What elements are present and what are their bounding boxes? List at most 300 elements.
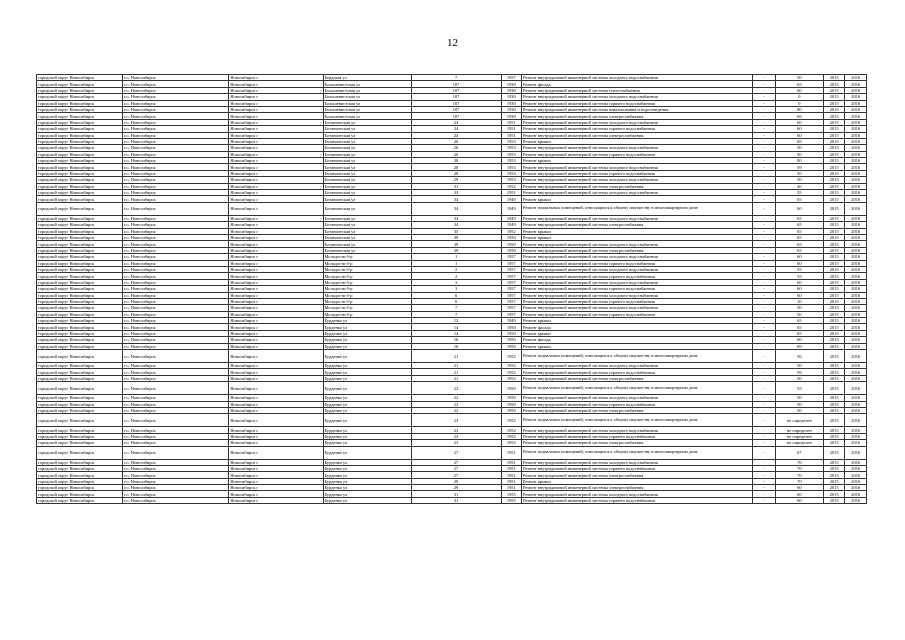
house-number-cell: 23 <box>411 440 501 446</box>
house-number-cell: 107 <box>411 87 501 93</box>
table-row <box>37 382 867 395</box>
house-number-cell: 26 <box>411 151 501 157</box>
district-cell: городской округ Новосибирск <box>37 145 123 151</box>
placeholder-cell: - <box>753 222 776 228</box>
work-type-cell: Ремонт подвальных помещений, относящихся к общему имуществу в многоквартирном доме <box>522 382 753 395</box>
city-cell: Новосибирск г <box>229 311 323 317</box>
cost-cell: 50 <box>775 305 823 311</box>
locality-cell: г.о. Новосибирск <box>122 298 228 304</box>
house-number-cell: 31 <box>411 491 501 497</box>
end-year-cell: 2016 <box>845 305 867 311</box>
work-type-cell: Ремонт фасада <box>522 81 753 87</box>
cost-cell: 55 <box>775 273 823 279</box>
street-cell: Бурденко ул <box>323 337 411 343</box>
start-year-cell: 2015 <box>823 298 844 304</box>
work-type-cell: Ремонт внутридомовой инженерной системы холодного водоснабжения <box>522 145 753 151</box>
street-cell: Ботаническая ул <box>323 138 411 144</box>
locality-cell: г.о. Новосибирск <box>122 440 228 446</box>
district-cell: городской округ Новосибирск <box>37 343 123 349</box>
house-number-cell: 24 <box>411 119 501 125</box>
district-cell: городской округ Новосибирск <box>37 190 123 196</box>
district-cell: городской округ Новосибирск <box>37 298 123 304</box>
end-year-cell: 2016 <box>845 151 867 157</box>
cost-cell: 70 <box>775 478 823 484</box>
placeholder-cell: - <box>753 382 776 395</box>
build-year-cell: 1953 <box>501 151 521 157</box>
city-cell: Новосибирск г <box>229 478 323 484</box>
locality-cell: г.о. Новосибирск <box>122 100 228 106</box>
start-year-cell: 2015 <box>823 106 844 112</box>
work-type-cell: Ремонт внутридомовой инженерной системы горячего водоснабжения <box>522 126 753 132</box>
start-year-cell: 2015 <box>823 170 844 176</box>
end-year-cell: 2016 <box>845 266 867 272</box>
build-year-cell: 1957 <box>501 279 521 285</box>
district-cell: городской округ Новосибирск <box>37 330 123 336</box>
work-type-cell: Ремонт внутридомовой инженерной системы холодного водоснабжения <box>522 279 753 285</box>
start-year-cell: 2015 <box>823 94 844 100</box>
street-cell: Бурденко ул <box>323 485 411 491</box>
city-cell: Новосибирск г <box>229 132 323 138</box>
locality-cell: г.о. Новосибирск <box>122 132 228 138</box>
start-year-cell: 2015 <box>823 478 844 484</box>
start-year-cell: 2015 <box>823 119 844 125</box>
work-type-cell: Ремонт внутридомовой инженерной системы горячего водоснабжения <box>522 465 753 471</box>
street-cell: Бурденко ул <box>323 465 411 471</box>
locality-cell: г.о. Новосибирск <box>122 190 228 196</box>
start-year-cell: 2015 <box>823 202 844 215</box>
street-cell: Ботаническая ул <box>323 190 411 196</box>
city-cell: Новосибирск г <box>229 87 323 93</box>
build-year-cell: 1949 <box>501 222 521 228</box>
cost-cell: 59 <box>775 164 823 170</box>
locality-cell: г.о. Новосибирск <box>122 305 228 311</box>
end-year-cell: 2016 <box>845 106 867 112</box>
work-type-cell: Ремонт внутридомовой инженерной системы горячего водоснабжения <box>522 401 753 407</box>
table-row <box>37 497 867 503</box>
district-cell: городской округ Новосибирск <box>37 260 123 266</box>
city-cell: Новосибирск г <box>229 491 323 497</box>
locality-cell: г.о. Новосибирск <box>122 497 228 503</box>
house-number-cell: 33 <box>411 190 501 196</box>
end-year-cell: 2016 <box>845 286 867 292</box>
district-cell: городской округ Новосибирск <box>37 254 123 260</box>
cost-cell: 60 <box>775 485 823 491</box>
end-year-cell: 2016 <box>845 427 867 433</box>
city-cell: Новосибирск г <box>229 375 323 381</box>
work-type-cell: Ремонт внутридомовой инженерной системы холодного водоснабжения <box>522 241 753 247</box>
start-year-cell: 2015 <box>823 369 844 375</box>
start-year-cell: 2015 <box>823 440 844 446</box>
cost-cell: 10 <box>775 298 823 304</box>
cost-cell: 60 <box>775 132 823 138</box>
city-cell: Новосибирск г <box>229 113 323 119</box>
street-cell: Молодости б-р <box>323 311 411 317</box>
street-cell: Бурденко ул <box>323 395 411 401</box>
table-row <box>37 414 867 427</box>
street-cell: Ботаническая ул <box>323 170 411 176</box>
city-cell: Новосибирск г <box>229 440 323 446</box>
locality-cell: г.о. Новосибирск <box>122 215 228 221</box>
cost-cell: 69 <box>775 113 823 119</box>
placeholder-cell: - <box>753 318 776 324</box>
end-year-cell: 2016 <box>845 177 867 183</box>
table-row <box>37 350 867 363</box>
city-cell: Новосибирск г <box>229 363 323 369</box>
cost-cell: 65 <box>775 228 823 234</box>
district-cell: городской округ Новосибирск <box>37 337 123 343</box>
build-year-cell: 1950 <box>501 407 521 413</box>
build-year-cell: 1951 <box>501 472 521 478</box>
district-cell: городской округ Новосибирск <box>37 113 123 119</box>
city-cell: Новосибирск г <box>229 382 323 395</box>
start-year-cell: 2015 <box>823 81 844 87</box>
placeholder-cell: - <box>753 292 776 298</box>
placeholder-cell: - <box>753 375 776 381</box>
street-cell: Ботаническая ул <box>323 222 411 228</box>
locality-cell: г.о. Новосибирск <box>122 478 228 484</box>
work-type-cell: Ремонт внутридомовой инженерной системы холодного водоснабжения <box>522 491 753 497</box>
work-type-cell: Ремонт внутридомовой инженерной системы холодного водоснабжения <box>522 190 753 196</box>
work-type-cell: Ремонт крыши <box>522 228 753 234</box>
work-type-cell: Ремонт внутридомовой инженерной системы холодного водоснабжения <box>522 292 753 298</box>
locality-cell: г.о. Новосибирск <box>122 395 228 401</box>
district-cell: городской округ Новосибирск <box>37 286 123 292</box>
start-year-cell: 2015 <box>823 164 844 170</box>
house-number-cell: 24 <box>411 126 501 132</box>
locality-cell: г.о. Новосибирск <box>122 337 228 343</box>
start-year-cell: 2015 <box>823 382 844 395</box>
end-year-cell: 2016 <box>845 298 867 304</box>
city-cell: Новосибирск г <box>229 369 323 375</box>
street-cell: Молодости б-р <box>323 286 411 292</box>
street-cell: Большевистская ул <box>323 106 411 112</box>
build-year-cell: 1957 <box>501 286 521 292</box>
start-year-cell: 2015 <box>823 318 844 324</box>
district-cell: городской округ Новосибирск <box>37 427 123 433</box>
street-cell: Молодости б-р <box>323 279 411 285</box>
build-year-cell: 1930 <box>501 81 521 87</box>
city-cell: Новосибирск г <box>229 433 323 439</box>
start-year-cell: 2015 <box>823 427 844 433</box>
start-year-cell: 2015 <box>823 100 844 106</box>
work-type-cell: Ремонт внутридомовой инженерной системы холодного водоснабжения <box>522 119 753 125</box>
end-year-cell: 2016 <box>845 94 867 100</box>
locality-cell: г.о. Новосибирск <box>122 375 228 381</box>
locality-cell: г.о. Новосибирск <box>122 266 228 272</box>
locality-cell: г.о. Новосибирск <box>122 254 228 260</box>
district-cell: городской округ Новосибирск <box>37 222 123 228</box>
house-number-cell: 39 <box>411 234 501 240</box>
placeholder-cell: - <box>753 446 776 459</box>
placeholder-cell: - <box>753 305 776 311</box>
house-number-cell: 7 <box>411 305 501 311</box>
locality-cell: г.о. Новосибирск <box>122 273 228 279</box>
house-number-cell: 28 <box>411 158 501 164</box>
placeholder-cell: - <box>753 497 776 503</box>
placeholder-cell: - <box>753 491 776 497</box>
street-cell: Бурденко ул <box>323 433 411 439</box>
locality-cell: г.о. Новосибирск <box>122 363 228 369</box>
start-year-cell: 2015 <box>823 151 844 157</box>
placeholder-cell: - <box>753 183 776 189</box>
work-type-cell: Ремонт внутридомовой инженерной системы холодного водоснабжения <box>522 459 753 465</box>
house-number-cell: 34 <box>411 222 501 228</box>
work-type-cell: Ремонт внутридомовой инженерной системы холодного водоснабжения <box>522 177 753 183</box>
house-number-cell: 21 <box>411 375 501 381</box>
start-year-cell: 2015 <box>823 305 844 311</box>
placeholder-cell: - <box>753 266 776 272</box>
end-year-cell: 2016 <box>845 446 867 459</box>
house-number-cell: 34 <box>411 196 501 202</box>
work-type-cell: Ремонт внутридомовой инженерной системы электроснабжения <box>522 183 753 189</box>
work-type-cell: Ремонт внутридомовой инженерной системы горячего водоснабжения <box>522 298 753 304</box>
locality-cell: г.о. Новосибирск <box>122 459 228 465</box>
build-year-cell: 1953 <box>501 177 521 183</box>
cost-cell: 60 <box>775 87 823 93</box>
city-cell: Новосибирск г <box>229 100 323 106</box>
end-year-cell: 2016 <box>845 215 867 221</box>
district-cell: городской округ Новосибирск <box>37 407 123 413</box>
street-cell: Большевистская ул <box>323 94 411 100</box>
build-year-cell: 1949 <box>501 318 521 324</box>
house-number-cell: 29 <box>411 177 501 183</box>
end-year-cell: 2016 <box>845 369 867 375</box>
district-cell: городской округ Новосибирск <box>37 241 123 247</box>
district-cell: городской округ Новосибирск <box>37 478 123 484</box>
district-cell: городской округ Новосибирск <box>37 279 123 285</box>
city-cell: Новосибирск г <box>229 298 323 304</box>
city-cell: Новосибирск г <box>229 183 323 189</box>
cost-cell: 65 <box>775 241 823 247</box>
end-year-cell: 2016 <box>845 472 867 478</box>
cost-cell: 55 <box>775 382 823 395</box>
end-year-cell: 2016 <box>845 119 867 125</box>
house-number-cell: 7 <box>411 75 501 81</box>
city-cell: Новосибирск г <box>229 292 323 298</box>
work-type-cell: Ремонт внутридомовой инженерной системы горячего водоснабжения <box>522 433 753 439</box>
start-year-cell: 2015 <box>823 177 844 183</box>
house-number-cell: 107 <box>411 106 501 112</box>
work-type-cell: Ремонт внутридомовой инженерной системы электроснабжения <box>522 375 753 381</box>
locality-cell: г.о. Новосибирск <box>122 485 228 491</box>
district-cell: городской округ Новосибирск <box>37 247 123 253</box>
end-year-cell: 2016 <box>845 318 867 324</box>
start-year-cell: 2015 <box>823 286 844 292</box>
end-year-cell: 2016 <box>845 75 867 81</box>
city-cell: Новосибирск г <box>229 254 323 260</box>
placeholder-cell: - <box>753 241 776 247</box>
build-year-cell: 1952 <box>501 433 521 439</box>
end-year-cell: 2016 <box>845 382 867 395</box>
build-year-cell: 1950 <box>501 234 521 240</box>
build-year-cell: 1951 <box>501 478 521 484</box>
house-number-cell: 21 <box>411 369 501 375</box>
build-year-cell: 1951 <box>501 132 521 138</box>
end-year-cell: 2016 <box>845 459 867 465</box>
locality-cell: г.о. Новосибирск <box>122 491 228 497</box>
placeholder-cell: - <box>753 286 776 292</box>
house-number-cell: 16 <box>411 343 501 349</box>
city-cell: Новосибирск г <box>229 106 323 112</box>
district-cell: городской округ Новосибирск <box>37 234 123 240</box>
district-cell: городской округ Новосибирск <box>37 485 123 491</box>
district-cell: городской округ Новосибирск <box>37 75 123 81</box>
start-year-cell: 2015 <box>823 279 844 285</box>
district-cell: городской округ Новосибирск <box>37 119 123 125</box>
placeholder-cell: - <box>753 350 776 363</box>
start-year-cell: 2015 <box>823 222 844 228</box>
build-year-cell: 1953 <box>501 170 521 176</box>
end-year-cell: 2016 <box>845 100 867 106</box>
locality-cell: г.о. Новосибирск <box>122 158 228 164</box>
work-type-cell: Ремонт крыши <box>522 343 753 349</box>
placeholder-cell: - <box>753 138 776 144</box>
street-cell: Бердская ул <box>323 75 411 81</box>
build-year-cell: 1953 <box>501 164 521 170</box>
cost-cell: 50 <box>775 363 823 369</box>
house-number-cell: 34 <box>411 202 501 215</box>
street-cell: Молодости б-р <box>323 305 411 311</box>
work-type-cell: Ремонт внутридомовой инженерной системы холодного водоснабжения <box>522 427 753 433</box>
repair-register-table <box>36 74 867 504</box>
district-cell: городской округ Новосибирск <box>37 440 123 446</box>
locality-cell: г.о. Новосибирск <box>122 407 228 413</box>
build-year-cell: 1950 <box>501 395 521 401</box>
placeholder-cell: - <box>753 298 776 304</box>
street-cell: Бурденко ул <box>323 407 411 413</box>
build-year-cell: 1950 <box>501 343 521 349</box>
end-year-cell: 2016 <box>845 343 867 349</box>
district-cell: городской округ Новосибирск <box>37 324 123 330</box>
district-cell: городской округ Новосибирск <box>37 446 123 459</box>
cost-cell: 60 <box>775 292 823 298</box>
cost-cell: 80 <box>775 158 823 164</box>
start-year-cell: 2015 <box>823 491 844 497</box>
placeholder-cell: - <box>753 75 776 81</box>
locality-cell: г.о. Новосибирск <box>122 119 228 125</box>
cost-cell: 69 <box>775 343 823 349</box>
locality-cell: г.о. Новосибирск <box>122 196 228 202</box>
city-cell: Новосибирск г <box>229 215 323 221</box>
district-cell: городской округ Новосибирск <box>37 273 123 279</box>
district-cell: городской округ Новосибирск <box>37 100 123 106</box>
build-year-cell: 1949 <box>501 215 521 221</box>
end-year-cell: 2016 <box>845 113 867 119</box>
street-cell: Бурденко ул <box>323 363 411 369</box>
street-cell: Бурденко ул <box>323 446 411 459</box>
cost-cell: 40 <box>775 183 823 189</box>
end-year-cell: 2016 <box>845 273 867 279</box>
start-year-cell: 2015 <box>823 196 844 202</box>
start-year-cell: 2015 <box>823 292 844 298</box>
city-cell: Новосибирск г <box>229 145 323 151</box>
locality-cell: г.о. Новосибирск <box>122 170 228 176</box>
end-year-cell: 2016 <box>845 241 867 247</box>
build-year-cell: 1952 <box>501 369 521 375</box>
cost-cell: 0 <box>775 94 823 100</box>
build-year-cell: 1950 <box>501 337 521 343</box>
end-year-cell: 2016 <box>845 234 867 240</box>
work-type-cell: Ремонт подвальных помещений, относящихся к общему имуществу в многоквартирном доме <box>522 350 753 363</box>
end-year-cell: 2016 <box>845 407 867 413</box>
work-type-cell: Ремонт внутридомовой инженерной системы холодного водоснабжения <box>522 164 753 170</box>
cost-cell: не определен <box>775 433 823 439</box>
city-cell: Новосибирск г <box>229 234 323 240</box>
house-number-cell: 26 <box>411 138 501 144</box>
cost-cell: 50 <box>775 177 823 183</box>
start-year-cell: 2015 <box>823 324 844 330</box>
street-cell: Бурденко ул <box>323 343 411 349</box>
build-year-cell: 1950 <box>501 382 521 395</box>
cost-cell: 65 <box>775 324 823 330</box>
build-year-cell: 1951 <box>501 119 521 125</box>
district-cell: городской округ Новосибирск <box>37 170 123 176</box>
placeholder-cell: - <box>753 164 776 170</box>
house-number-cell: 28 <box>411 170 501 176</box>
work-type-cell: Ремонт внутридомовой инженерной системы холодного водоснабжения <box>522 254 753 260</box>
street-cell: Молодости б-р <box>323 298 411 304</box>
start-year-cell: 2015 <box>823 113 844 119</box>
city-cell: Новосибирск г <box>229 414 323 427</box>
district-cell: городской округ Новосибирск <box>37 87 123 93</box>
cost-cell: 0 <box>775 100 823 106</box>
build-year-cell: 1951 <box>501 465 521 471</box>
city-cell: Новосибирск г <box>229 81 323 87</box>
work-type-cell: Ремонт внутридомовой инженерной системы горячего водоснабжения <box>522 170 753 176</box>
placeholder-cell: - <box>753 94 776 100</box>
street-cell: Большевистская ул <box>323 113 411 119</box>
street-cell: Молодости б-р <box>323 260 411 266</box>
end-year-cell: 2016 <box>845 433 867 439</box>
house-number-cell: 28 <box>411 164 501 170</box>
placeholder-cell: - <box>753 433 776 439</box>
city-cell: Новосибирск г <box>229 427 323 433</box>
build-year-cell: 1952 <box>501 414 521 427</box>
placeholder-cell: - <box>753 273 776 279</box>
cost-cell: 60 <box>775 491 823 497</box>
locality-cell: г.о. Новосибирск <box>122 126 228 132</box>
work-type-cell: Ремонт внутридомовой инженерной системы горячего водоснабжения <box>522 100 753 106</box>
district-cell: городской округ Новосибирск <box>37 177 123 183</box>
city-cell: Новосибирск г <box>229 305 323 311</box>
city-cell: Новосибирск г <box>229 318 323 324</box>
start-year-cell: 2015 <box>823 446 844 459</box>
build-year-cell: 1957 <box>501 75 521 81</box>
work-type-cell: Ремонт подвальных помещений, относящихся к общему имуществу в многоквартирном доме <box>522 202 753 215</box>
cost-cell: 67 <box>775 446 823 459</box>
build-year-cell: 1957 <box>501 254 521 260</box>
cost-cell: 50 <box>775 145 823 151</box>
work-type-cell: Ремонт подвальных помещений, относящихся к общему имуществу в многоквартирном доме <box>522 446 753 459</box>
locality-cell: г.о. Новосибирск <box>122 75 228 81</box>
cost-cell: 55 <box>775 266 823 272</box>
placeholder-cell: - <box>753 81 776 87</box>
placeholder-cell: - <box>753 465 776 471</box>
city-cell: Новосибирск г <box>229 260 323 266</box>
build-year-cell: 1952 <box>501 440 521 446</box>
city-cell: Новосибирск г <box>229 337 323 343</box>
placeholder-cell: - <box>753 311 776 317</box>
district-cell: городской округ Новосибирск <box>37 414 123 427</box>
start-year-cell: 2015 <box>823 126 844 132</box>
locality-cell: г.о. Новосибирск <box>122 151 228 157</box>
end-year-cell: 2016 <box>845 132 867 138</box>
placeholder-cell: - <box>753 228 776 234</box>
end-year-cell: 2016 <box>845 158 867 164</box>
district-cell: городской округ Новосибирск <box>37 318 123 324</box>
house-number-cell: 21 <box>411 350 501 363</box>
cost-cell: 50 <box>775 170 823 176</box>
